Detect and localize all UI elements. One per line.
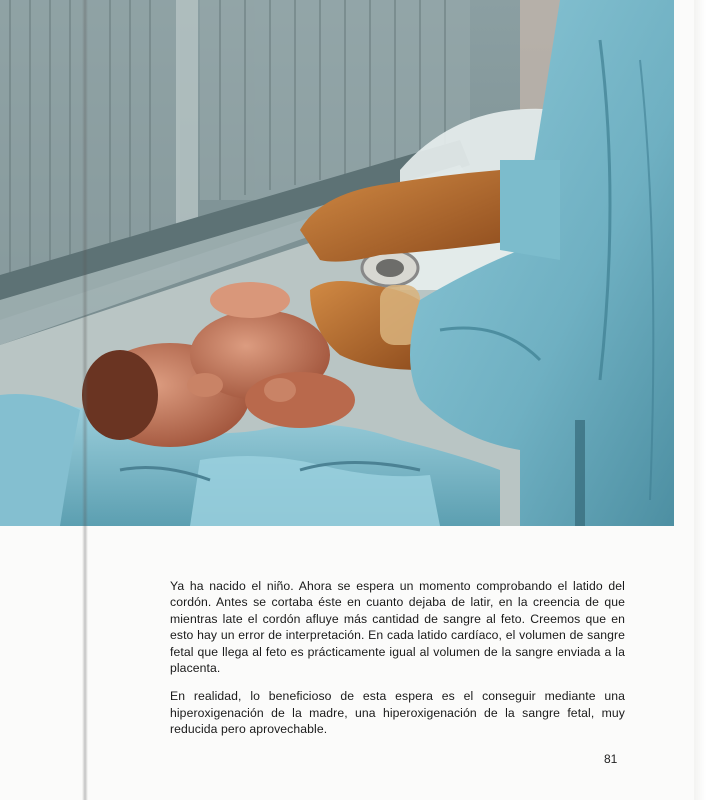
body-text <box>170 578 625 750</box>
page-edge <box>694 0 706 800</box>
book-gutter <box>82 0 88 800</box>
paragraph-2: En realidad, lo beneficioso de esta espera es el conseguir mediante una hiperoxigenación de la madre, una hiperoxigenación de la sangre fetal, muy reducida pero aprovechable. <box>170 689 625 737</box>
paragraph-1: Ya ha nacido el niño. Ahora se espera un momento comprobando el latido del cordón. Antes se cortaba éste en cuanto dejaba de latir, en la creencia de que mientras late el cordón afluye más cantidad de sangre al feto. Creemos que en esto hay un error de interpretación. En cada latido cardíaco, el volumen de sangre fetal que llega al feto es prácticamente igual al volumen de la sangre enviada a la placenta. <box>170 579 625 676</box>
page-number: 81 <box>604 752 618 766</box>
